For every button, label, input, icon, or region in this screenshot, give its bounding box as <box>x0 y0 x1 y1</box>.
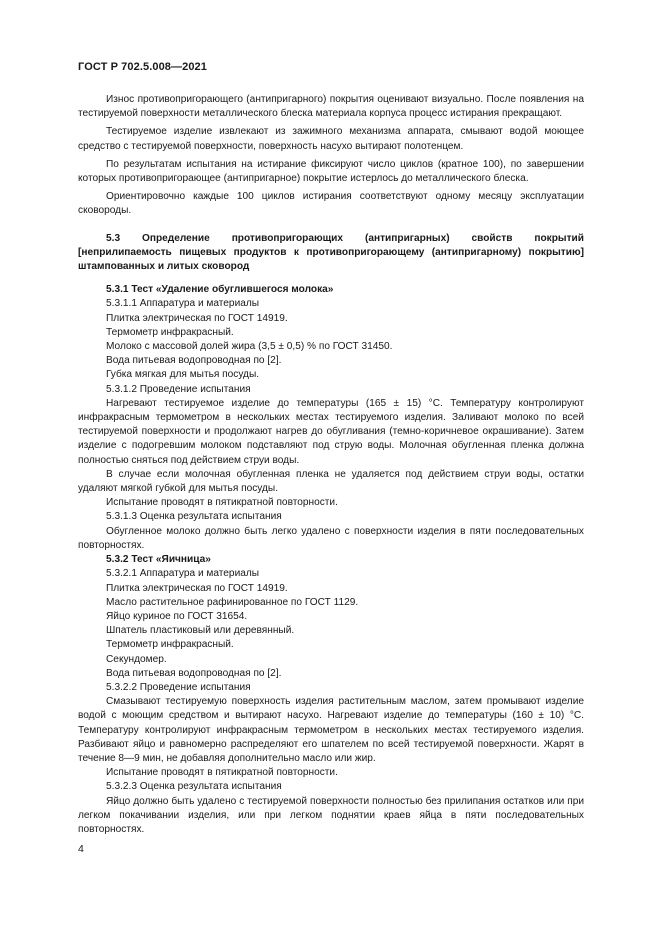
list-item: Молоко с массовой долей жира (3,5 ± 0,5) % по ГОСТ 31450. <box>106 341 393 353</box>
list-item: Секундомер. <box>106 653 167 665</box>
document-body <box>78 93 584 837</box>
test-5-3-1-procedure-paragraph-3: Испытание проводят в пятикратной повторности. <box>106 497 338 509</box>
test-5-3-1-evaluation-heading: 5.3.1.3 Оценка результата испытания <box>106 511 282 523</box>
intro-paragraph-2: Тестируемое изделие извлекают из зажимного механизма аппарата, смывают водой моющее средство с тестируемой поверхности, поверхность насухо вытирают полотенцем. <box>78 126 584 152</box>
test-5-3-2-procedure-paragraph-2: Испытание проводят в пятикратной повторности. <box>106 767 338 779</box>
list-item: Плитка электрическая по ГОСТ 14919. <box>106 312 288 324</box>
test-5-3-1-heading: 5.3.1 Тест «Удаление обуглившегося молока» <box>106 284 334 296</box>
test-5-3-2-procedure-paragraph-1: Смазывают тестируемую поверхность изделия растительным маслом, затем промывают изделие водой с моющим средством и вытирают насухо. Нагревают изделие до температуры (160 ± 10) °C. Температуру контролируют инфракрасным термометром в нескольких местах тестируемого изделия. Разбивают яйцо и равномерно распределяют его шпателем по всей тестируемой поверхности. Жарят в течение 8—9 мин, не добавляя дополнительно масло или жир. <box>78 696 584 764</box>
page-number: 4 <box>78 843 84 855</box>
list-item: Масло растительное рафинированное по ГОСТ 1129. <box>106 596 359 608</box>
list-item: Губка мягкая для мытья посуды. <box>106 369 260 381</box>
test-5-3-2-apparatus-heading: 5.3.2.1 Аппаратура и материалы <box>106 568 260 580</box>
list-item: Шпатель пластиковый или деревянный. <box>106 625 295 637</box>
test-5-3-2-evaluation-heading: 5.3.2.3 Оценка результата испытания <box>106 781 282 793</box>
document-id-header: ГОСТ Р 702.5.008—2021 <box>78 61 207 73</box>
test-5-3-1-procedure-heading: 5.3.1.2 Проведение испытания <box>106 383 251 395</box>
test-5-3-2-procedure-heading: 5.3.2.2 Проведение испытания <box>106 681 251 693</box>
list-item: Плитка электрическая по ГОСТ 14919. <box>106 582 288 594</box>
test-5-3-1-procedure-paragraph-2: В случае если молочная обугленная пленка не удаляется под действием струи воды, остатки удаляют мягкой губкой для мытья посуды. <box>78 468 584 495</box>
intro-paragraph-3: По результатам испытания на истирание фиксируют число циклов (кратное 100), по завершении которых противопригорающее (антипригарное) покрытие истерлось до металлического блеска. <box>78 158 584 185</box>
section-5-3-heading: 5.3 Определение противопригорающих (антипригарных) свойств покрытий [неприлипаемость пищевых продуктов к противопригорающему (антипригарному) покрытию] штампованных и литых сковород <box>78 232 584 273</box>
list-item: Термометр инфракрасный. <box>106 326 234 338</box>
intro-paragraph-4: Ориентировочно каждые 100 циклов истирания соответствуют одному месяцу эксплуатации сковороды. <box>78 191 584 217</box>
list-item: Термометр инфракрасный. <box>106 639 234 651</box>
test-5-3-2-heading: 5.3.2 Тест «Яичница» <box>106 554 211 566</box>
intro-paragraph-1: Износ противопригорающего (антипригарного) покрытия оценивают визуально. После появления на тестируемой поверхности металлического блеска материала корпуса процесс истирания прекращают. <box>78 94 584 120</box>
list-item: Вода питьевая водопроводная по [2]. <box>106 667 282 679</box>
test-5-3-1-apparatus-heading: 5.3.1.1 Аппаратура и материалы <box>106 298 260 310</box>
list-item: Вода питьевая водопроводная по [2]. <box>106 355 282 367</box>
list-item: Яйцо куриное по ГОСТ 31654. <box>106 610 248 622</box>
test-5-3-1-evaluation-text: Обугленное молоко должно быть легко удалено с поверхности изделия в пяти последовательных повторностях. <box>78 525 584 551</box>
test-5-3-2-evaluation-text: Яйцо должно быть удалено с тестируемой поверхности полностью без прилипания остатков или при легком покачивании изделия, или при легком поднятии краев яйца в пяти последовательных повторностях. <box>78 795 584 835</box>
test-5-3-1-procedure-paragraph-1: Нагревают тестируемое изделие до температуры (165 ± 15) °C. Температуру контролируют инфракрасным термометром в нескольких местах тестируемого изделия. Заливают молоко по всей тестируемой поверхности и продолжают нагрев до обугливания (темно-коричневое окрашивание). Затем изделие с подогревшим молоком подставляют под струю воды. Молочная обугленная пленка должна полностью сняться под действием струи воды. <box>78 397 584 466</box>
